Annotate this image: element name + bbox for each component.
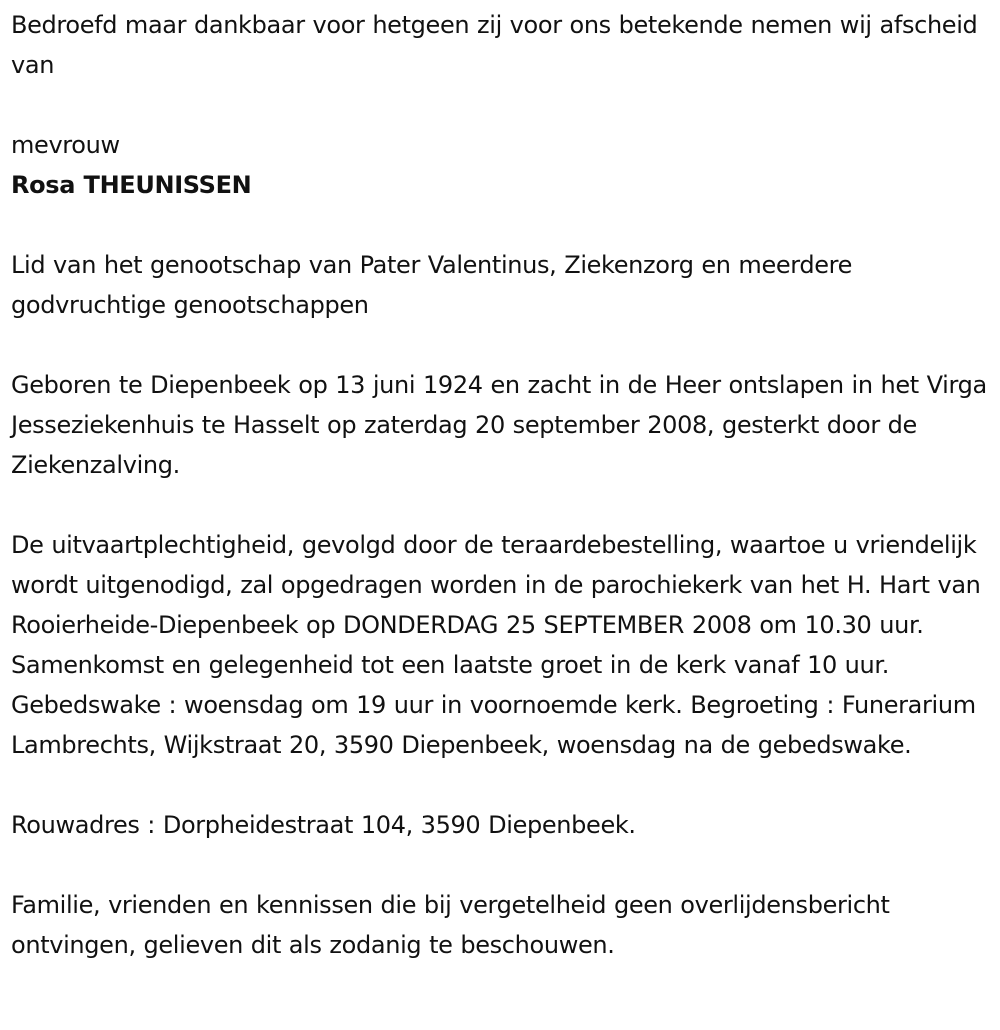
- salutation: mevrouw: [11, 131, 120, 159]
- deceased-name: Rosa THEUNISSEN: [11, 171, 252, 199]
- closing-paragraph: Familie, vrienden en kennissen die bij vergetelheid geen overlijdensbericht ontvingen, gelieven dit als zodanig te beschouwen.: [11, 891, 890, 959]
- membership-paragraph: Lid van het genootschap van Pater Valentinus, Ziekenzorg en meerdere godvruchtige genootschappen: [11, 251, 853, 319]
- ceremony-paragraph: De uitvaartplechtigheid, gevolgd door de teraardebestelling, waartoe u vriendelijk wordt uitgenodigd, zal opgedragen worden in de parochiekerk van het H. Hart van Rooierheide-Diepenbeek op DONDERDAG 25 SEPTEMBER 2008 om 10.30 uur. Samenkomst en gelegenheid tot een laatste groet in de kerk vanaf 10 uur. Gebedswake : woensdag om 19 uur in voornoemde kerk. Begroeting : Funerarium Lambrechts, Wijkstraat 20, 3590 Diepenbeek, woensdag na de gebedswake.: [11, 531, 981, 759]
- intro-paragraph: Bedroefd maar dankbaar voor hetgeen zij voor ons betekende nemen wij afscheid van: [11, 11, 978, 79]
- birth-death-paragraph: Geboren te Diepenbeek op 13 juni 1924 en zacht in de Heer ontslapen in het Virga Jesseziekenhuis te Hasselt op zaterdag 20 september 2008, gesterkt door de Ziekenzalving.: [11, 371, 987, 479]
- death-notice: [11, 5, 996, 965]
- address-paragraph: Rouwadres : Dorpheidestraat 104, 3590 Diepenbeek.: [11, 811, 636, 839]
